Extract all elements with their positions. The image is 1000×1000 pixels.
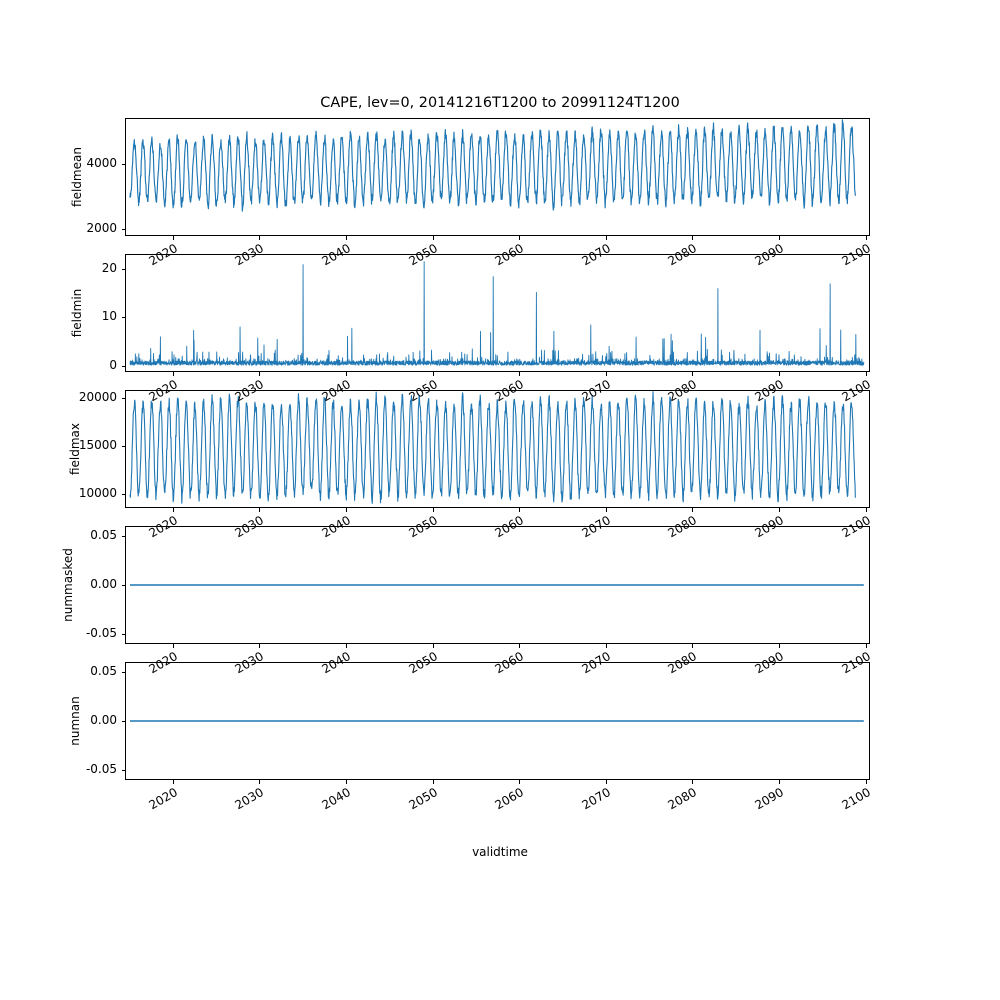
ylabel-nummasked: nummasked — [61, 548, 75, 622]
xtick-label-3-1: 2030 — [232, 649, 267, 677]
xtick-mark — [692, 372, 693, 376]
ytick-mark — [122, 269, 126, 270]
xtick-label-2-5: 2070 — [579, 513, 613, 541]
xtick-mark — [519, 644, 520, 648]
ytick-label-nummasked-2: 0.05 — [90, 527, 117, 542]
xtick-mark — [346, 644, 347, 648]
xtick-label-2-7: 2090 — [752, 513, 787, 541]
ylabel-fieldmin: fieldmin — [70, 288, 84, 338]
xtick-mark — [346, 236, 347, 240]
xtick-mark — [173, 644, 174, 648]
xtick-label-4-4: 2060 — [492, 785, 527, 813]
xtick-label-3-2: 2040 — [319, 649, 353, 677]
xtick-mark — [606, 236, 607, 240]
subplot-nummasked — [125, 526, 870, 644]
ytick-label-numnan-2: 0.05 — [90, 663, 117, 678]
xtick-label-4-6: 2080 — [665, 785, 700, 813]
ytick-mark — [122, 536, 126, 537]
xtick-mark — [779, 780, 780, 784]
xtick-label-0-2: 2040 — [319, 241, 353, 269]
ytick-mark — [122, 398, 126, 399]
xtick-mark — [519, 780, 520, 784]
xtick-label-0-4: 2060 — [492, 241, 527, 269]
ytick-label-fieldmin-0: 0 — [109, 358, 117, 373]
xtick-mark — [519, 372, 520, 376]
xtick-label-2-2: 2040 — [319, 513, 353, 541]
ytick-label-fieldmax-1: 15000 — [78, 438, 117, 453]
xtick-label-2-0: 2020 — [146, 513, 180, 541]
ytick-mark — [122, 494, 126, 495]
xtick-label-0-3: 2050 — [406, 241, 440, 269]
xtick-mark — [346, 780, 347, 784]
xtick-label-4-1: 2030 — [232, 785, 267, 813]
xtick-label-2-4: 2060 — [492, 513, 527, 541]
ytick-label-nummasked-0: -0.05 — [85, 626, 117, 641]
xtick-label-2-3: 2050 — [406, 513, 440, 541]
xtick-mark — [433, 508, 434, 512]
ytick-mark — [122, 229, 126, 230]
xtick-label-1-7: 2090 — [752, 377, 787, 405]
xtick-mark — [433, 236, 434, 240]
ytick-mark — [122, 317, 126, 318]
ytick-mark — [122, 585, 126, 586]
xtick-mark — [866, 236, 867, 240]
xtick-label-1-0: 2020 — [146, 377, 180, 405]
ytick-label-fieldmean-1: 4000 — [86, 155, 117, 170]
ytick-mark — [122, 721, 126, 722]
xtick-label-3-4: 2060 — [492, 649, 527, 677]
xtick-mark — [259, 372, 260, 376]
xtick-mark — [173, 236, 174, 240]
xtick-label-1-8: 2100 — [839, 377, 873, 405]
ylabel-fieldmean: fieldmean — [70, 147, 84, 207]
subplot-fieldmin — [125, 254, 870, 372]
xtick-mark — [433, 780, 434, 784]
xtick-mark — [519, 236, 520, 240]
xtick-mark — [692, 780, 693, 784]
xtick-label-4-5: 2070 — [579, 785, 613, 813]
subplot-fieldmax — [125, 390, 870, 508]
xtick-mark — [433, 644, 434, 648]
xtick-mark — [779, 508, 780, 512]
xtick-label-4-7: 2090 — [752, 785, 787, 813]
xtick-label-3-3: 2050 — [406, 649, 440, 677]
xtick-mark — [779, 644, 780, 648]
xtick-label-3-8: 2100 — [839, 649, 873, 677]
subplot-fieldmean — [125, 118, 870, 236]
xtick-mark — [606, 508, 607, 512]
xtick-mark — [173, 372, 174, 376]
chart-title: CAPE, lev=0, 20141216T1200 to 20991124T1200 — [320, 95, 680, 111]
xtick-label-0-7: 2090 — [752, 241, 787, 269]
xtick-label-3-6: 2080 — [665, 649, 700, 677]
xtick-mark — [692, 236, 693, 240]
ytick-label-fieldmin-2: 20 — [101, 260, 117, 275]
ytick-label-fieldmean-0: 2000 — [86, 221, 117, 236]
xtick-mark — [779, 236, 780, 240]
ylabel-numnan: numnan — [68, 696, 82, 746]
ytick-label-numnan-1: 0.00 — [90, 713, 117, 727]
xtick-label-4-0: 2020 — [146, 785, 180, 813]
xtick-mark — [259, 644, 260, 648]
xtick-label-3-7: 2090 — [752, 649, 787, 677]
xtick-mark — [259, 508, 260, 512]
xtick-label-0-6: 2080 — [665, 241, 700, 269]
ytick-mark — [122, 672, 126, 673]
ytick-label-fieldmin-1: 10 — [101, 309, 117, 324]
xtick-label-1-2: 2040 — [319, 377, 353, 405]
xtick-label-1-1: 2030 — [232, 377, 267, 405]
ytick-label-fieldmax-0: 10000 — [78, 486, 117, 501]
ytick-label-fieldmax-2: 20000 — [78, 389, 117, 404]
ytick-mark — [122, 366, 126, 367]
xtick-label-2-6: 2080 — [665, 513, 700, 541]
xlabel-validtime: validtime — [472, 845, 528, 859]
xtick-label-0-0: 2020 — [146, 241, 180, 269]
xtick-mark — [692, 508, 693, 512]
xtick-label-0-5: 2070 — [579, 241, 613, 269]
xtick-mark — [866, 644, 867, 648]
xtick-mark — [433, 372, 434, 376]
xtick-label-4-3: 2050 — [406, 785, 440, 813]
ytick-label-numnan-0: -0.05 — [85, 762, 117, 777]
ylabel-fieldmax: fieldmax — [68, 422, 82, 476]
xtick-mark — [606, 644, 607, 648]
xtick-label-1-6: 2080 — [665, 377, 700, 405]
xtick-label-0-8: 2100 — [839, 241, 873, 269]
xtick-label-1-3: 2050 — [406, 377, 440, 405]
ytick-mark — [122, 770, 126, 771]
ytick-mark — [122, 164, 126, 165]
xtick-label-1-4: 2060 — [492, 377, 527, 405]
xtick-mark — [866, 508, 867, 512]
xtick-mark — [866, 780, 867, 784]
xtick-mark — [173, 780, 174, 784]
xtick-mark — [259, 236, 260, 240]
xtick-label-4-8: 2100 — [839, 785, 873, 813]
xtick-mark — [173, 508, 174, 512]
xtick-mark — [346, 508, 347, 512]
ytick-label-nummasked-1: 0.00 — [90, 577, 117, 591]
xtick-mark — [866, 372, 867, 376]
xtick-mark — [606, 780, 607, 784]
xtick-label-2-1: 2030 — [232, 513, 267, 541]
xtick-label-4-2: 2040 — [319, 785, 353, 813]
xtick-label-2-8: 2100 — [839, 513, 873, 541]
subplot-numnan — [125, 662, 870, 780]
xtick-mark — [519, 508, 520, 512]
ytick-mark — [122, 446, 126, 447]
xtick-mark — [779, 372, 780, 376]
xtick-label-1-5: 2070 — [579, 377, 613, 405]
xtick-label-0-1: 2030 — [232, 241, 267, 269]
ytick-mark — [122, 634, 126, 635]
xtick-label-3-5: 2070 — [579, 649, 613, 677]
xtick-mark — [259, 780, 260, 784]
xtick-mark — [606, 372, 607, 376]
xtick-label-3-0: 2020 — [146, 649, 180, 677]
xtick-mark — [346, 372, 347, 376]
xtick-mark — [692, 644, 693, 648]
